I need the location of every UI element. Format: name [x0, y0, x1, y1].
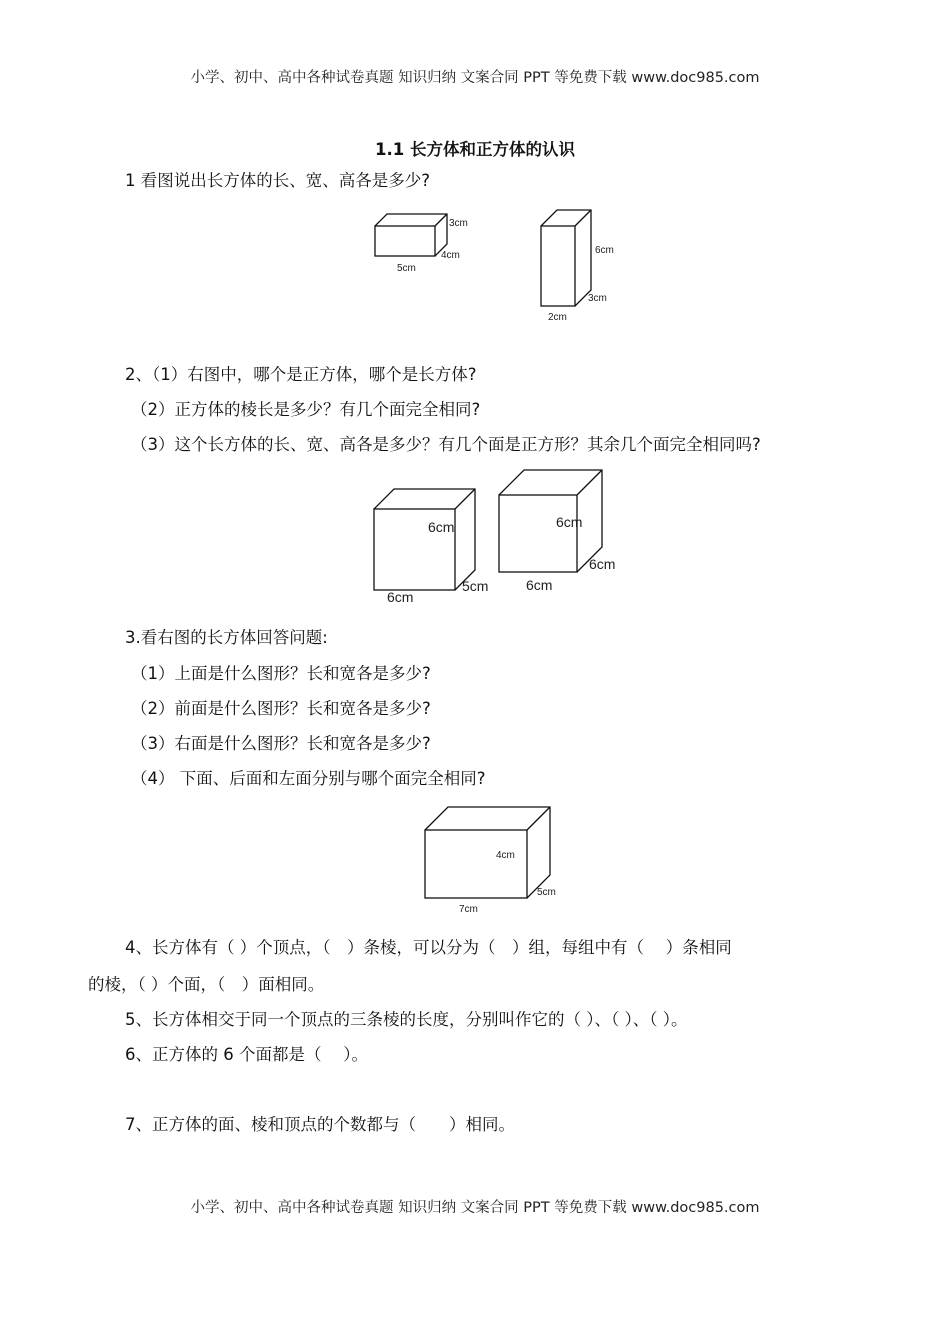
label: 6cm	[556, 514, 583, 530]
question-3: 3.看右图的长方体回答问题:	[125, 628, 328, 647]
figure-1-cuboid-a	[375, 214, 468, 274]
label: 5cm	[462, 578, 489, 594]
page-footer: 小学、初中、高中各种试卷真题 知识归纳 文案合同 PPT 等免费下载 www.doc985.com	[190, 1200, 760, 1216]
question-4: 4、长方体有（ ）个顶点，（ ）条棱，可以分为（ ）组，每组中有（ ）条相同	[125, 938, 732, 957]
figure-1-cuboid-b	[541, 210, 614, 323]
label: 4cm	[441, 250, 460, 261]
label: 2cm	[548, 312, 567, 323]
question-2-3: （3）这个长方体的长、宽、高各是多少？有几个面是正方形？其余几个面完全相同吗?	[131, 435, 761, 454]
question-3-3: （3）右面是什么图形？长和宽各是多少?	[131, 734, 431, 753]
question-2-2: （2）正方体的棱长是多少？有几个面完全相同?	[131, 400, 481, 419]
question-3-1: （1）上面是什么图形？长和宽各是多少?	[131, 664, 431, 683]
label: 3cm	[588, 293, 607, 304]
label: 6cm	[428, 519, 455, 535]
figure-3-cuboid	[425, 807, 556, 915]
label: 6cm	[526, 577, 553, 593]
figure-2-cube	[499, 470, 615, 593]
label: 3cm	[449, 218, 468, 229]
page-header: 小学、初中、高中各种试卷真题 知识归纳 文案合同 PPT 等免费下载 www.doc985.com	[190, 70, 760, 86]
label: 6cm	[387, 589, 414, 605]
label: 4cm	[496, 850, 515, 861]
label: 5cm	[397, 263, 416, 274]
question-7: 7、正方体的面、棱和顶点的个数都与（ ）相同。	[125, 1115, 515, 1134]
question-3-4: （4） 下面、后面和左面分别与哪个面完全相同?	[131, 769, 486, 788]
question-2-1: 2、（1）右图中，哪个是正方体，哪个是长方体?	[125, 365, 477, 384]
label: 7cm	[459, 904, 478, 915]
figure-2-cuboid	[374, 489, 488, 605]
question-6: 6、正方体的 6 个面都是（ ）。	[125, 1045, 368, 1064]
page-title: 1.1 长方体和正方体的认识	[375, 140, 575, 159]
label: 6cm	[589, 556, 616, 572]
question-3-2: （2）前面是什么图形？长和宽各是多少?	[131, 699, 431, 718]
question-4-cont: 的棱，（ ）个面，（ ）面相同。	[88, 975, 325, 994]
question-1: 1 看图说出长方体的长、宽、高各是多少?	[125, 171, 431, 190]
question-5: 5、长方体相交于同一个顶点的三条棱的长度，分别叫作它的（ ）、（ ）、（ ）。	[125, 1010, 688, 1029]
label: 6cm	[595, 245, 614, 256]
label: 5cm	[537, 887, 556, 898]
